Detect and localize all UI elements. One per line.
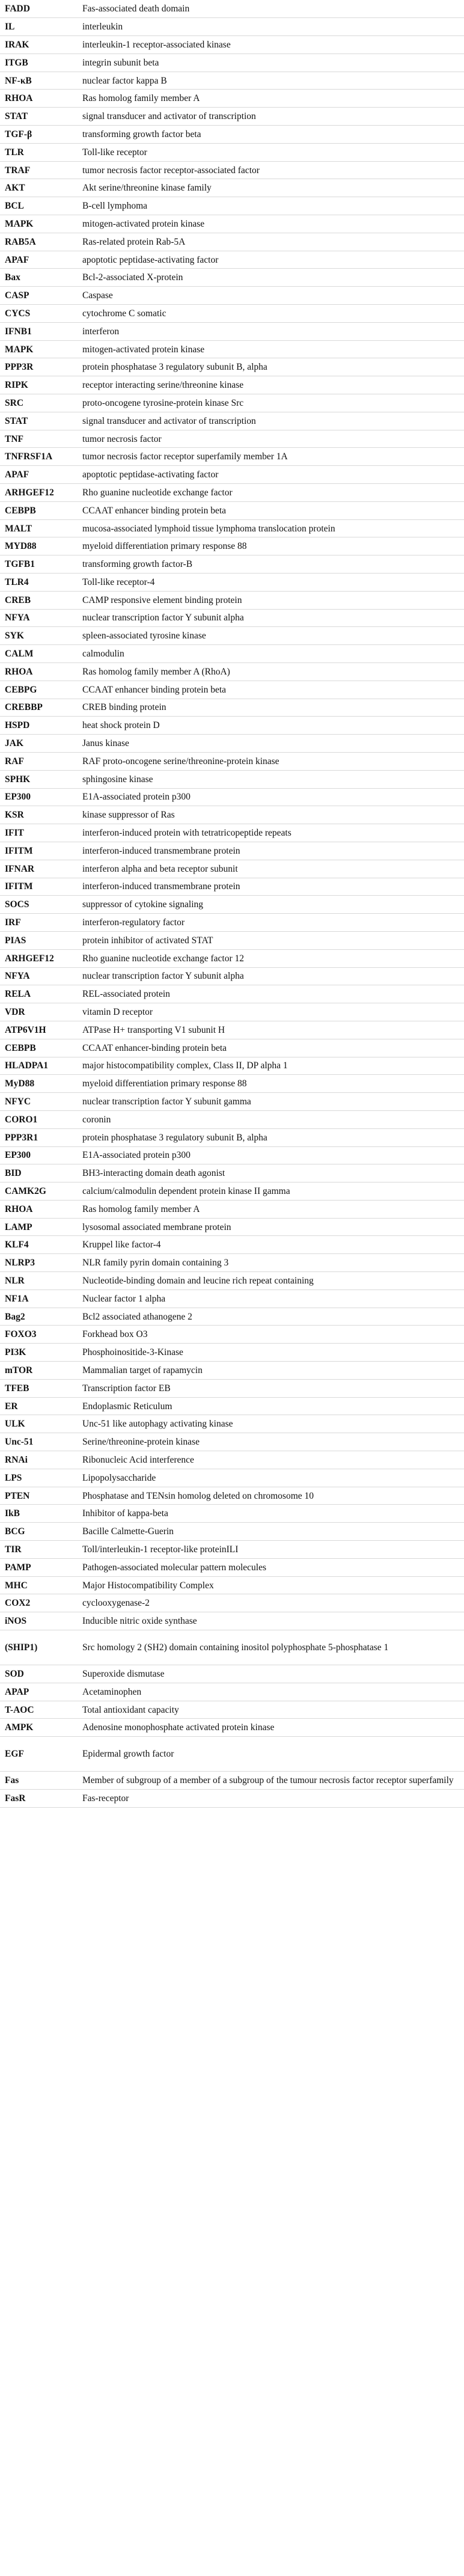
definition-cell: Bacille Calmette-Guerin: [82, 1526, 174, 1537]
table-row: [0, 519, 464, 537]
abbreviation-cell: TNF: [5, 433, 23, 444]
abbreviation-cell: RHOA: [5, 666, 33, 677]
definition-cell: major histocompatibility complex, Class II, DP alpha 1: [82, 1060, 288, 1071]
table-row: [0, 1236, 464, 1254]
definition-cell: Ras-related protein Rab-5A: [82, 236, 186, 247]
definition-cell: REL-associated protein: [82, 989, 170, 1000]
table-row: [0, 914, 464, 932]
table-row: [0, 90, 464, 108]
table-row: [0, 860, 464, 878]
definition-cell: Serine/threonine-protein kinase: [82, 1437, 200, 1448]
definition-cell: Major Histocompatibility Complex: [82, 1580, 214, 1591]
definition-cell: Fas-receptor: [82, 1793, 129, 1804]
abbreviation-cell: IFIT: [5, 828, 24, 839]
abbreviation-cell: PPP3R: [5, 362, 34, 373]
table-row: [0, 358, 464, 376]
abbreviation-cell: MyD88: [5, 1078, 35, 1089]
table-row: [0, 555, 464, 574]
abbreviation-cell: LAMP: [5, 1222, 32, 1232]
abbreviation-cell: BCL: [5, 201, 24, 212]
abbreviation-cell: TLR: [5, 147, 24, 158]
definition-cell: calmodulin: [82, 649, 124, 659]
table-row: [0, 1594, 464, 1612]
definition-cell: Epidermal growth factor: [82, 1749, 174, 1760]
definition-cell: nuclear transcription factor Y subunit alpha: [82, 613, 244, 623]
definition-cell: Pathogen-associated molecular pattern molecules: [82, 1562, 267, 1573]
table-row: [0, 1003, 464, 1021]
abbreviation-cell: STAT: [5, 111, 28, 122]
definition-cell: B-cell lymphoma: [82, 201, 148, 212]
abbreviation-cell: Fas: [5, 1775, 19, 1786]
table-row: [0, 1182, 464, 1201]
definition-cell: vitamin D receptor: [82, 1007, 153, 1018]
table-row: [0, 985, 464, 1003]
definition-cell: Adenosine monophosphate activated protein kinase: [82, 1722, 275, 1733]
table-row: [0, 1683, 464, 1701]
definition-cell: CCAAT enhancer binding protein beta: [82, 684, 227, 695]
table-row: [0, 1737, 464, 1772]
table-row: [0, 878, 464, 896]
abbreviation-cell: MYD88: [5, 541, 37, 552]
table-row: [0, 1505, 464, 1523]
definition-cell: E1A-associated protein p300: [82, 792, 191, 803]
table-row: [0, 72, 464, 90]
table-row: [0, 1326, 464, 1344]
definition-cell: Ras homolog family member A (RhoA): [82, 666, 230, 677]
abbreviation-cell: STAT: [5, 415, 28, 426]
abbreviation-cell: SYK: [5, 631, 24, 641]
table-row: [0, 1719, 464, 1737]
definition-cell: nuclear factor kappa B: [82, 75, 167, 86]
abbreviation-cell: TIR: [5, 1544, 22, 1555]
abbreviation-cell: MAPK: [5, 218, 34, 229]
abbreviation-cell: IFITM: [5, 845, 33, 856]
definition-cell: CCAAT enhancer binding protein beta: [82, 505, 227, 516]
abbreviation-cell: AKT: [5, 183, 25, 194]
abbreviation-cell: PTEN: [5, 1490, 30, 1501]
abbreviation-cell: TGF-β: [5, 129, 32, 139]
definition-cell: interferon-induced transmembrane protein: [82, 845, 240, 856]
definition-cell: signal transducer and activator of transcription: [82, 415, 256, 426]
definition-cell: interferon-induced protein with tetratricopeptide repeats: [82, 828, 292, 839]
definition-cell: tumor necrosis factor receptor-associated factor: [82, 165, 260, 176]
abbreviation-cell: Bag2: [5, 1311, 25, 1322]
abbreviation-cell: RNAi: [5, 1454, 28, 1465]
table-row: [0, 322, 464, 340]
abbreviation-cell: EGF: [5, 1749, 24, 1760]
abbreviation-cell: (SHIP1): [5, 1642, 38, 1653]
definition-cell: tumor necrosis factor: [82, 433, 162, 444]
table-row: [0, 1075, 464, 1093]
table-row: [0, 735, 464, 753]
table-row: [0, 412, 464, 430]
abbreviation-cell: NFYC: [5, 1097, 31, 1107]
abbreviation-cell: PPP3R1: [5, 1132, 38, 1143]
definition-cell: Ribonucleic Acid interference: [82, 1454, 194, 1465]
table-row: [0, 1612, 464, 1630]
definition-cell: spleen-associated tyrosine kinase: [82, 631, 206, 641]
definition-cell: interferon-regulatory factor: [82, 917, 185, 928]
abbreviation-cell: IFNB1: [5, 326, 32, 337]
definition-cell: protein phosphatase 3 regulatory subunit B, alpha: [82, 362, 267, 373]
abbreviation-cell: CORO1: [5, 1114, 38, 1125]
abbreviation-cell: RHOA: [5, 93, 33, 104]
abbreviation-cell: IRF: [5, 917, 21, 928]
definition-cell: heat shock protein D: [82, 720, 160, 731]
table-row: [0, 1576, 464, 1594]
abbreviation-cell: IFITM: [5, 881, 33, 892]
abbreviation-cell: MAPK: [5, 344, 34, 355]
table-row: [0, 1290, 464, 1308]
table-row: [0, 340, 464, 358]
definition-cell: protein inhibitor of activated STAT: [82, 935, 213, 946]
table-row: [0, 269, 464, 287]
definition-cell: Caspase: [82, 290, 113, 301]
abbreviation-cell: NLR: [5, 1275, 25, 1286]
abbreviation-cell: IL: [5, 22, 15, 32]
abbreviation-cell: EP300: [5, 792, 31, 803]
abbreviation-cell: mTOR: [5, 1365, 33, 1375]
table-row: [0, 36, 464, 54]
abbreviation-cell: ARHGEF12: [5, 953, 54, 964]
abbreviation-cell: ATP6V1H: [5, 1024, 46, 1035]
abbreviation-cell: NFYA: [5, 613, 30, 623]
definition-cell: Rho guanine nucleotide exchange factor: [82, 487, 233, 498]
table-row: [0, 967, 464, 985]
abbreviation-cell: RELA: [5, 989, 31, 1000]
definition-cell: sphingosine kinase: [82, 774, 153, 785]
table-row: [0, 574, 464, 592]
definition-cell: Ras homolog family member A: [82, 1204, 200, 1214]
abbreviation-cell: APAF: [5, 254, 29, 265]
table-row: [0, 1110, 464, 1128]
table-row: [0, 1451, 464, 1469]
table-row: [0, 537, 464, 555]
table-row: [0, 251, 464, 269]
abbreviation-cell: NLRP3: [5, 1258, 35, 1268]
abbreviation-cell: RAF: [5, 756, 24, 766]
abbreviation-cell: RHOA: [5, 1204, 33, 1214]
abbreviation-cell: CREB: [5, 595, 31, 605]
table-row: [0, 770, 464, 788]
definition-cell: apoptotic peptidase-activating factor: [82, 254, 219, 265]
abbreviation-cell: MALT: [5, 523, 32, 534]
abbreviation-cell: RAB5A: [5, 236, 36, 247]
abbreviation-cell: BID: [5, 1168, 22, 1179]
table-row: [0, 717, 464, 735]
table-row: [0, 0, 464, 18]
definition-cell: ATPase H+ transporting V1 subunit H: [82, 1024, 225, 1035]
definition-cell: myeloid differentiation primary response 88: [82, 1078, 247, 1089]
abbreviation-cell: CAMK2G: [5, 1186, 46, 1196]
definition-cell: Akt serine/threonine kinase family: [82, 183, 212, 194]
abbreviation-cell: ER: [5, 1401, 18, 1412]
table-row: [0, 1272, 464, 1290]
definition-cell: BH3-interacting domain death agonist: [82, 1168, 225, 1179]
table-row: [0, 1093, 464, 1111]
table-row: [0, 1790, 464, 1808]
table-row: [0, 1469, 464, 1487]
table-row: [0, 1487, 464, 1505]
abbreviation-cell: ITGB: [5, 57, 28, 68]
table-row: [0, 1057, 464, 1075]
abbreviation-cell: CEBPB: [5, 1042, 36, 1053]
definition-cell: proto-oncogene tyrosine-protein kinase Src: [82, 397, 244, 408]
abbreviation-cell: NFYA: [5, 971, 30, 982]
table-row: [0, 1701, 464, 1719]
table-row: [0, 1308, 464, 1326]
table-row: [0, 1362, 464, 1380]
definition-cell: integrin subunit beta: [82, 57, 159, 68]
abbreviation-cell: ARHGEF12: [5, 487, 54, 498]
abbreviation-cell: IFNAR: [5, 863, 35, 874]
abbreviation-cell: RIPK: [5, 380, 28, 391]
definition-cell: Phosphoinositide-3-Kinase: [82, 1347, 183, 1358]
definition-cell: lysosomal associated membrane protein: [82, 1222, 231, 1232]
definition-cell: calcium/calmodulin dependent protein kinase II gamma: [82, 1186, 290, 1196]
abbreviation-cell: IRAK: [5, 39, 29, 50]
abbreviation-cell: IkB: [5, 1508, 20, 1519]
table-row: [0, 54, 464, 72]
table-row: [0, 1558, 464, 1576]
definition-cell: Kruppel like factor-4: [82, 1240, 161, 1250]
table-row: [0, 591, 464, 609]
table-row: [0, 430, 464, 448]
abbreviation-cell: SOCS: [5, 899, 29, 910]
abbreviation-cell: APAP: [5, 1686, 29, 1697]
definition-cell: signal transducer and activator of transcription: [82, 111, 256, 122]
definition-cell: Toll-like receptor: [82, 147, 147, 158]
definition-cell: cytochrome C somatic: [82, 308, 166, 319]
definition-cell: transforming growth factor beta: [82, 129, 201, 139]
definition-cell: nuclear transcription factor Y subunit alpha: [82, 971, 244, 982]
definition-cell: RAF proto-oncogene serine/threonine-protein kinase: [82, 756, 279, 766]
definition-cell: tumor necrosis factor receptor superfamily member 1A: [82, 451, 288, 462]
table-row: [0, 1523, 464, 1541]
definition-cell: Bcl2 associated athanogene 2: [82, 1311, 192, 1322]
abbreviation-cell: SPHK: [5, 774, 31, 785]
table-row: [0, 1541, 464, 1559]
table-row: [0, 752, 464, 770]
abbreviation-cell: TRAF: [5, 165, 31, 176]
definition-cell: Rho guanine nucleotide exchange factor 12: [82, 953, 244, 964]
abbreviation-cell: TFEB: [5, 1383, 29, 1394]
abbreviation-cell: CREBBP: [5, 702, 43, 713]
definition-cell: Toll/interleukin-1 receptor-like proteinILI: [82, 1544, 239, 1555]
abbreviation-cell: COX2: [5, 1598, 31, 1609]
definition-cell: mitogen-activated protein kinase: [82, 344, 205, 355]
definition-cell: Toll-like receptor-4: [82, 577, 155, 587]
definition-cell: cyclooxygenase-2: [82, 1598, 150, 1609]
abbreviation-cell: NF1A: [5, 1293, 29, 1304]
definition-cell: interferon alpha and beta receptor subunit: [82, 863, 238, 874]
definition-cell: Fas-associated death domain: [82, 4, 190, 14]
abbreviation-cell: APAF: [5, 470, 29, 480]
abbreviation-cell: PIAS: [5, 935, 26, 946]
table-row: [0, 931, 464, 949]
table-row: [0, 1218, 464, 1236]
abbreviation-cell: MHC: [5, 1580, 28, 1591]
abbreviation-cell: TNFRSF1A: [5, 451, 53, 462]
abbreviation-cell: FasR: [5, 1793, 26, 1804]
definition-cell: Member of subgroup of a member of a subgroup of the tumour necrosis factor receptor superfamily: [82, 1775, 454, 1786]
definition-cell: E1A-associated protein p300: [82, 1150, 191, 1161]
table-row: [0, 645, 464, 663]
definition-cell: Superoxide dismutase: [82, 1668, 165, 1679]
table-row: [0, 108, 464, 126]
table-row: [0, 287, 464, 305]
abbreviation-cell: TLR4: [5, 577, 29, 587]
abbreviation-cell: VDR: [5, 1007, 25, 1018]
definition-cell: Src homology 2 (SH2) domain containing inositol polyphosphate 5-phosphatase 1: [82, 1642, 389, 1653]
table-row: [0, 197, 464, 215]
definition-cell: Bcl-2-associated X-protein: [82, 272, 183, 283]
abbreviation-cell: KSR: [5, 810, 24, 821]
table-row: [0, 448, 464, 466]
table-row: [0, 1630, 464, 1665]
abbreviation-cell: PI3K: [5, 1347, 26, 1358]
definition-cell: coronin: [82, 1114, 111, 1125]
abbreviation-cell: CALM: [5, 649, 34, 659]
definition-cell: Endoplasmic Reticulum: [82, 1401, 172, 1412]
definition-cell: Inducible nitric oxide synthase: [82, 1616, 197, 1627]
definition-cell: Mammalian target of rapamycin: [82, 1365, 203, 1375]
abbreviation-cell: Bax: [5, 272, 20, 283]
abbreviation-cell: SRC: [5, 397, 24, 408]
table-row: [0, 1200, 464, 1218]
definition-cell: CREB binding protein: [82, 702, 166, 713]
definition-cell: suppressor of cytokine signaling: [82, 899, 204, 910]
table-row: [0, 1379, 464, 1397]
table-row: [0, 896, 464, 914]
table-row: [0, 788, 464, 806]
definition-cell: kinase suppressor of Ras: [82, 810, 175, 821]
abbreviation-cell: JAK: [5, 738, 23, 749]
definition-cell: protein phosphatase 3 regulatory subunit B, alpha: [82, 1132, 267, 1143]
table-row: [0, 1254, 464, 1272]
table-row: [0, 824, 464, 842]
table-row: [0, 699, 464, 717]
abbreviation-cell: T-AOC: [5, 1704, 34, 1715]
abbreviation-cell: Unc-51: [5, 1437, 34, 1448]
table-row: [0, 609, 464, 627]
abbreviation-cell: FOXO3: [5, 1329, 37, 1340]
table-row: [0, 1128, 464, 1146]
table-row: [0, 466, 464, 484]
definition-cell: Unc-51 like autophagy activating kinase: [82, 1419, 233, 1430]
definition-cell: Lipopolysaccharide: [82, 1472, 156, 1483]
definition-cell: interferon-induced transmembrane protein: [82, 881, 240, 892]
table-row: [0, 842, 464, 860]
abbreviation-cell: HSPD: [5, 720, 30, 731]
table-row: [0, 1433, 464, 1451]
table-row: [0, 1397, 464, 1415]
definition-cell: CCAAT enhancer-binding protein beta: [82, 1042, 227, 1053]
table-row: [0, 949, 464, 967]
abbreviation-cell: NF-κB: [5, 75, 32, 86]
abbreviation-cell: KLF4: [5, 1240, 29, 1250]
table-row: [0, 18, 464, 36]
definition-cell: Phosphatase and TENsin homolog deleted on chromosome 10: [82, 1490, 314, 1501]
table-row: [0, 484, 464, 502]
abbreviation-cell: CYCS: [5, 308, 31, 319]
abbreviation-cell: HLADPA1: [5, 1060, 49, 1071]
definition-cell: interleukin-1 receptor-associated kinase: [82, 39, 231, 50]
table-row: [0, 1164, 464, 1182]
table-row: [0, 305, 464, 323]
abbreviation-cell: CEBPB: [5, 505, 36, 516]
definition-cell: transforming growth factor-B: [82, 559, 193, 570]
abbreviation-cell: EP300: [5, 1150, 31, 1161]
definition-cell: Forkhead box O3: [82, 1329, 148, 1340]
abbreviation-cell: CASP: [5, 290, 29, 301]
table-row: [0, 1039, 464, 1057]
table-row: [0, 662, 464, 681]
definition-cell: Inhibitor of kappa-beta: [82, 1508, 168, 1519]
definition-cell: NLR family pyrin domain containing 3: [82, 1258, 229, 1268]
definition-cell: Nucleotide-binding domain and leucine rich repeat containing: [82, 1275, 314, 1286]
definition-cell: mitogen-activated protein kinase: [82, 218, 205, 229]
table-row: [0, 1772, 464, 1790]
abbreviation-cell: TGFB1: [5, 559, 35, 570]
table-row: [0, 233, 464, 251]
table-row: [0, 1665, 464, 1683]
table-row: [0, 627, 464, 645]
abbreviation-cell: CEBPG: [5, 684, 37, 695]
abbreviation-cell: PAMP: [5, 1562, 31, 1573]
definition-cell: Nuclear factor 1 alpha: [82, 1293, 166, 1304]
definition-cell: Acetaminophen: [82, 1686, 142, 1697]
definition-cell: interleukin: [82, 22, 123, 32]
abbreviation-cell: SOD: [5, 1668, 24, 1679]
table-row: [0, 1021, 464, 1039]
table-row: [0, 1146, 464, 1164]
definition-cell: Total antioxidant capacity: [82, 1704, 179, 1715]
definition-cell: mucosa-associated lymphoid tissue lymphoma translocation protein: [82, 523, 335, 534]
table-row: [0, 1415, 464, 1433]
definition-cell: interferon: [82, 326, 120, 337]
table-row: [0, 126, 464, 144]
abbreviation-cell: FADD: [5, 4, 30, 14]
table-row: [0, 161, 464, 179]
definition-cell: Ras homolog family member A: [82, 93, 200, 104]
table-row: [0, 143, 464, 161]
definition-cell: nuclear transcription factor Y subunit gamma: [82, 1097, 251, 1107]
abbreviation-cell: iNOS: [5, 1616, 27, 1627]
table-row: [0, 806, 464, 824]
table-row: [0, 215, 464, 233]
definition-cell: Janus kinase: [82, 738, 129, 749]
table-row: [0, 394, 464, 412]
definition-cell: apoptotic peptidase-activating factor: [82, 470, 219, 480]
table-row: [0, 501, 464, 519]
table-row: [0, 179, 464, 197]
table-row: [0, 1344, 464, 1362]
definition-cell: receptor interacting serine/threonine kinase: [82, 380, 244, 391]
abbreviation-cell: ULK: [5, 1419, 25, 1430]
table-row: [0, 681, 464, 699]
table-row: [0, 376, 464, 394]
definition-cell: myeloid differentiation primary response 88: [82, 541, 247, 552]
abbreviation-cell: AMPK: [5, 1722, 34, 1733]
abbreviation-cell: BCG: [5, 1526, 25, 1537]
definition-cell: CAMP responsive element binding protein: [82, 595, 242, 605]
abbreviation-cell: LPS: [5, 1472, 22, 1483]
definition-cell: Transcription factor EB: [82, 1383, 171, 1394]
